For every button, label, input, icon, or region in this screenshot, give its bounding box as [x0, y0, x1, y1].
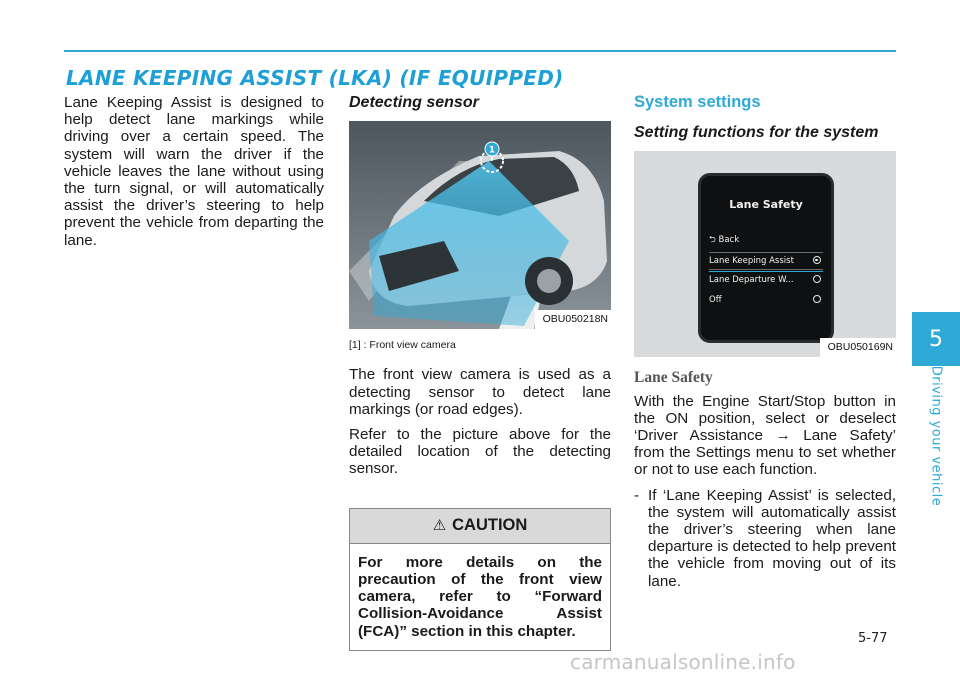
detecting-column — [349, 94, 611, 651]
page-title: LANE KEEPING ASSIST (LKA) (IF EQUIPPED) — [66, 66, 564, 90]
lcd-title: Lane Safety — [729, 198, 803, 212]
image-code: OBU050218N — [535, 310, 611, 329]
intro-column — [64, 94, 324, 257]
settings-subheading: Setting functions for the system — [634, 124, 879, 142]
intro-paragraph: Lane Keeping Assist is designed to help detect lane markings while driving over a certain speed. The system will warn the driver if the vehicle leaves the lane without using the turn signal, or will automatically assist the driver’s steering to help prevent the vehicle from departing the lane. — [64, 94, 324, 249]
top-rule — [64, 50, 896, 52]
list-item — [634, 487, 896, 590]
chapter-tab[interactable]: 5 — [912, 312, 960, 366]
warning-triangle-icon: ⚠ — [432, 516, 447, 534]
radio-selected-icon — [813, 256, 821, 264]
bullet-dash: - — [634, 486, 640, 504]
camera-marker-label: 1 — [488, 145, 496, 156]
image-code: OBU050169N — [820, 338, 896, 357]
radio-empty-icon — [813, 295, 821, 303]
chapter-label: Driving your vehicle — [928, 365, 944, 507]
lcd-option-off[interactable]: Off — [709, 292, 823, 308]
cluster-lcd — [698, 173, 834, 343]
lcd-back-item[interactable]: ⮌ Back — [709, 235, 740, 246]
lcd-option-lane-departure-warning[interactable]: Lane Departure W... — [709, 272, 823, 288]
bullet-text: If ‘Lane Keeping Assist’ is selected, the system will automatically assist the driver’s steering when lane departure is detected to help prevent the vehicle from moving out of its lane. — [648, 486, 896, 590]
detecting-paragraph-2: Refer to the picture above for the detailed location of the detecting sensor. — [349, 426, 611, 478]
caution-box — [349, 508, 611, 651]
lcd-option-lane-keeping-assist[interactable]: Lane Keeping Assist — [709, 252, 823, 270]
watermark: carmanualsonline.info — [570, 650, 796, 674]
image-caption: [1] : Front view camera — [349, 339, 456, 352]
car-camera-image — [349, 121, 611, 329]
detecting-paragraph-1: The front view camera is used as a detecting sensor to detect lane markings (or road edges). — [349, 366, 611, 418]
cluster-screen-image — [634, 151, 896, 357]
car-illustration — [349, 121, 611, 329]
lane-safety-paragraph: With the Engine Start/Stop button in the ON position, select or deselect ‘Driver Assistance → Lane Safety’ from the Settings menu to set whether or not to use each function. — [634, 392, 896, 479]
caution-heading: CAUTION — [452, 515, 528, 534]
lane-safety-heading: Lane Safety — [634, 369, 713, 387]
settings-heading: System settings — [634, 93, 761, 111]
radio-empty-icon — [813, 275, 821, 283]
caution-header — [350, 509, 610, 544]
page-number: 5-77 — [858, 631, 888, 646]
detecting-heading: Detecting sensor — [349, 94, 479, 111]
settings-column — [634, 94, 896, 590]
caution-text: For more details on the precaution of the front view camera, refer to “Forward Collision-Avoidance Assist (FCA)” section in this chapter. — [358, 553, 602, 640]
